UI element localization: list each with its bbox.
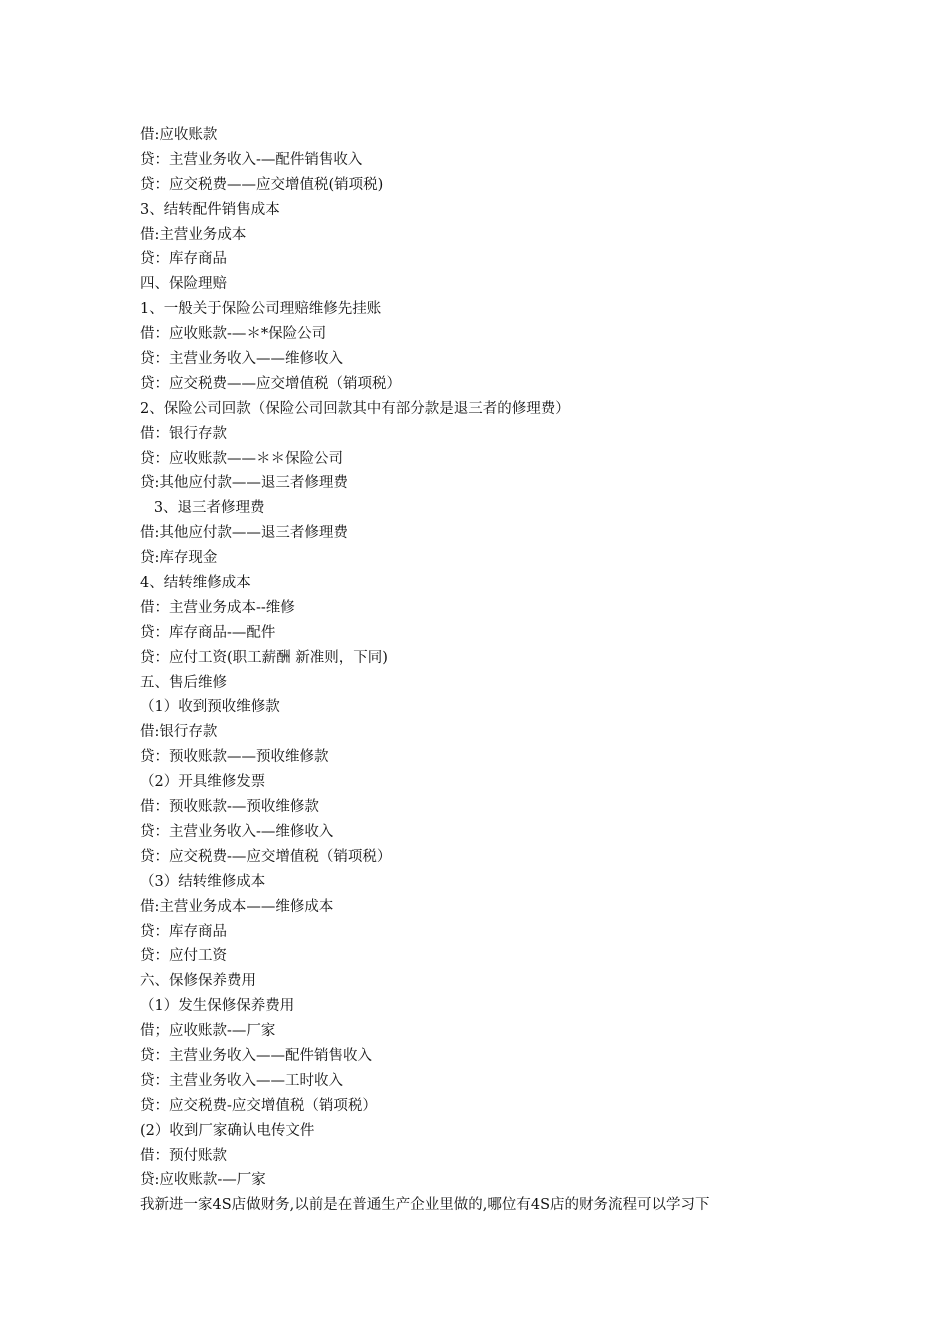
text-line: 贷：应交税费-应交增值税（销项税） [140, 1097, 377, 1114]
text-line: 贷：预收账款——预收维修款 [140, 749, 329, 766]
closing-question: 我新进一家4S店做财务,以前是在普通生产企业里做的,哪位有4S店的财务流程可以学习下 [140, 1197, 710, 1214]
section-heading: 四、保险理赔 [140, 276, 227, 293]
text-line: 贷：主营业务收入——维修收入 [140, 351, 343, 368]
section-heading: 3、退三者修理费 [140, 500, 265, 517]
document-body [140, 123, 830, 1218]
text-line: 借：预付账款 [140, 1147, 227, 1164]
text-line: 借：应收账款-—＊*保险公司 [140, 326, 327, 343]
section-heading: （2）开具维修发票 [140, 774, 266, 791]
text-line: 借:银行存款 [140, 724, 218, 741]
text-line: 贷:库存现金 [140, 550, 218, 567]
section-heading: （3）结转维修成本 [140, 873, 266, 890]
text-line: 贷：应交税费-—应交增值税（销项税） [140, 848, 392, 865]
text-line: 借:主营业务成本 [140, 226, 247, 243]
section-heading: 2、保险公司回款（保险公司回款其中有部分款是退三者的修理费） [140, 400, 570, 417]
text-line: 贷：应交税费——应交增值税（销项税） [140, 375, 401, 392]
section-heading: (2）收到厂家确认电传文件 [140, 1122, 315, 1139]
text-line: 贷:应收账款-—厂家 [140, 1172, 266, 1189]
text-line: 贷:其他应付款——退三者修理费 [140, 475, 348, 492]
text-line: 借：主营业务成本--维修 [140, 599, 295, 616]
text-line: 借：预收账款-—预收维修款 [140, 799, 319, 816]
text-line: 贷：主营业务收入——配件销售收入 [140, 1047, 372, 1064]
text-line: 贷：库存商品-—配件 [140, 624, 276, 641]
text-line: 贷：应收账款——＊＊保险公司 [140, 450, 343, 467]
text-line: 贷：库存商品 [140, 251, 227, 268]
text-line: 借；应收账款-—厂家 [140, 1023, 276, 1040]
text-line: 贷：库存商品 [140, 923, 227, 940]
section-heading: 六、保修保养费用 [140, 973, 256, 990]
text-line: 借:应收账款 [140, 127, 218, 143]
section-heading: 4、结转维修成本 [140, 575, 251, 592]
section-heading: （1）收到预收维修款 [140, 699, 280, 716]
text-line: 借:其他应付款——退三者修理费 [140, 525, 348, 542]
text-line: 贷：主营业务收入——工时收入 [140, 1072, 343, 1089]
section-heading: 1、一般关于保险公司理赔维修先挂账 [140, 301, 382, 318]
text-line: 贷：应交税费——应交增值税(销项税) [140, 176, 384, 193]
text-line: 贷：主营业务收入-—配件销售收入 [140, 151, 363, 168]
text-line: 借：银行存款 [140, 425, 227, 442]
text-line: 借:主营业务成本——维修成本 [140, 898, 334, 915]
section-heading: 五、售后维修 [140, 674, 227, 691]
text-line: 贷：应付工资 [140, 948, 227, 965]
text-line: 贷：应付工资(职工薪酬 新准则，下同) [140, 649, 388, 666]
section-heading: （1）发生保修保养费用 [140, 998, 295, 1015]
text-line: 贷：主营业务收入-—维修收入 [140, 823, 334, 840]
section-heading: 3、结转配件销售成本 [140, 201, 280, 218]
